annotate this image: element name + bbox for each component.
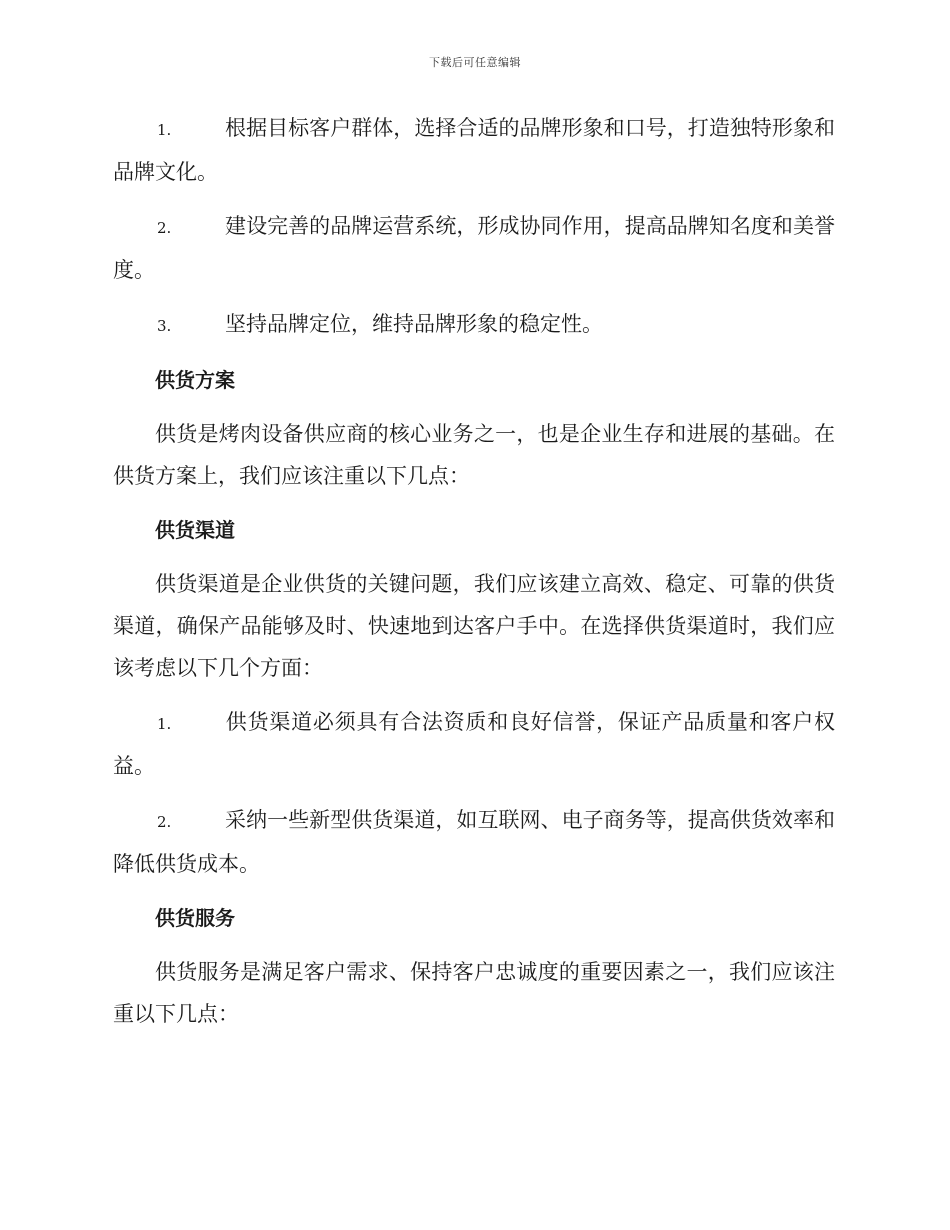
list-item bbox=[113, 107, 835, 193]
list-number: 2. bbox=[157, 813, 172, 831]
list-text: 采纳一些新型供货渠道，如互联网、电子商务等，提高供货效率和降低供货成本。 bbox=[113, 808, 835, 876]
section-heading-supply-plan: 供货方案 bbox=[155, 368, 235, 392]
document-body bbox=[113, 107, 835, 1047]
page-header: 下载后可任意编辑 bbox=[429, 56, 521, 69]
list-item bbox=[113, 205, 835, 291]
section-heading-supply-service: 供货服务 bbox=[155, 906, 235, 930]
paragraph-supply-plan: 供货是烤肉设备供应商的核心业务之一，也是企业生存和进展的基础。在供货方案上，我们应该注重以下几点： bbox=[113, 422, 835, 488]
section-heading-supply-channel: 供货渠道 bbox=[155, 518, 235, 542]
paragraph-supply-channel: 供货渠道是企业供货的关键问题，我们应该建立高效、稳定、可靠的供货渠道，确保产品能够及时、快速地到达客户手中。在选择供货渠道时，我们应该考虑以下几个方面： bbox=[113, 572, 835, 680]
list-item bbox=[113, 701, 835, 787]
list-text: 建设完善的品牌运营系统，形成协同作用，提高品牌知名度和美誉度。 bbox=[113, 214, 835, 282]
list-text: 根据目标客户群体，选择合适的品牌形象和口号，打造独特形象和品牌文化。 bbox=[113, 116, 835, 184]
list-item bbox=[113, 799, 835, 885]
list-item bbox=[113, 303, 835, 347]
list-text: 供货渠道必须具有合法资质和良好信誉，保证产品质量和客户权益。 bbox=[113, 710, 835, 778]
list-number: 3. bbox=[157, 317, 172, 335]
list-number: 1. bbox=[157, 121, 172, 139]
list-number: 1. bbox=[157, 715, 172, 733]
paragraph-supply-service: 供货服务是满足客户需求、保持客户忠诚度的重要因素之一，我们应该注重以下几点： bbox=[113, 960, 835, 1026]
list-number: 2. bbox=[157, 219, 172, 237]
list-text: 坚持品牌定位，维持品牌形象的稳定性。 bbox=[225, 312, 603, 336]
